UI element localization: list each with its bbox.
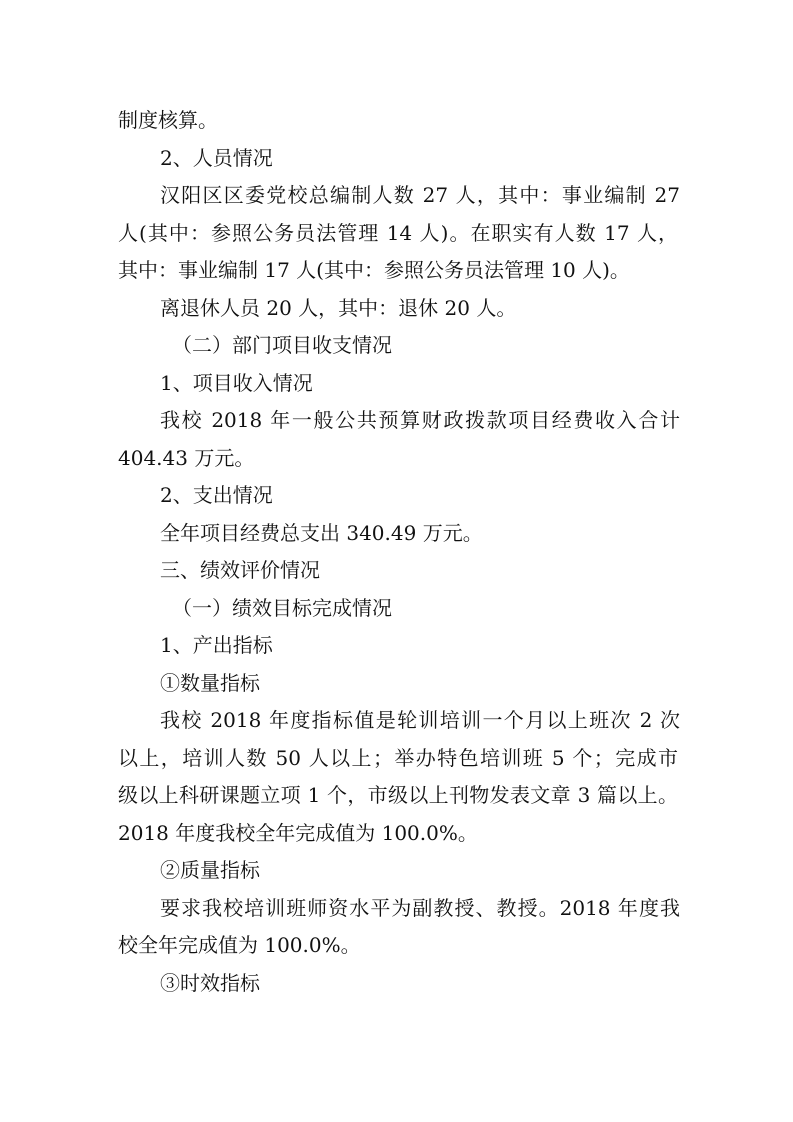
section-heading: ③时效指标 [160,971,260,995]
text-line: 校全年完成值为 100.0%。 [118,933,361,957]
text-line: 人(其中：参照公务员法管理 14 人)。在职实有人数 17 人， [118,221,678,245]
text-line: 404.43 万元。 [118,446,255,470]
section-heading: 1、项目收入情况 [160,371,313,395]
text-line: 级以上科研课题立项 1 个，市级以上刊物发表文章 3 篇以上。 [118,783,678,807]
text-line: 我校 2018 年一般公共预算财政拨款项目经费收入合计 [160,408,680,432]
section-heading: 2、人员情况 [160,146,273,170]
text-line: 我校 2018 年度指标值是轮训培训一个月以上班次 2 次 [160,708,680,732]
text-line: 离退休人员 20 人，其中：退休 20 人。 [160,296,517,320]
text-line: 要求我校培训班师资水平为副教授、教授。2018 年度我 [160,896,680,920]
section-heading: 三、绩效评价情况 [160,558,320,582]
text-line: 2018 年度我校全年完成值为 100.0%。 [118,821,478,845]
text-line: 其中：事业编制 17 人(其中：参照公务员法管理 10 人)。 [118,258,630,282]
section-heading: ②质量指标 [160,858,260,882]
section-heading: 1、产出指标 [160,633,273,657]
text-line: 以上，培训人数 50 人以上；举办特色培训班 5 个；完成市 [118,746,678,770]
text-line: 制度核算。 [118,108,218,132]
text-line: 汉阳区区委党校总编制人数 27 人，其中：事业编制 27 [160,183,680,207]
section-heading: （二）部门项目收支情况 [172,333,392,357]
section-heading: 2、支出情况 [160,483,273,507]
text-line: 全年项目经费总支出 340.49 万元。 [160,521,483,545]
section-heading: ①数量指标 [160,671,260,695]
section-heading: （一）绩效目标完成情况 [172,596,392,620]
